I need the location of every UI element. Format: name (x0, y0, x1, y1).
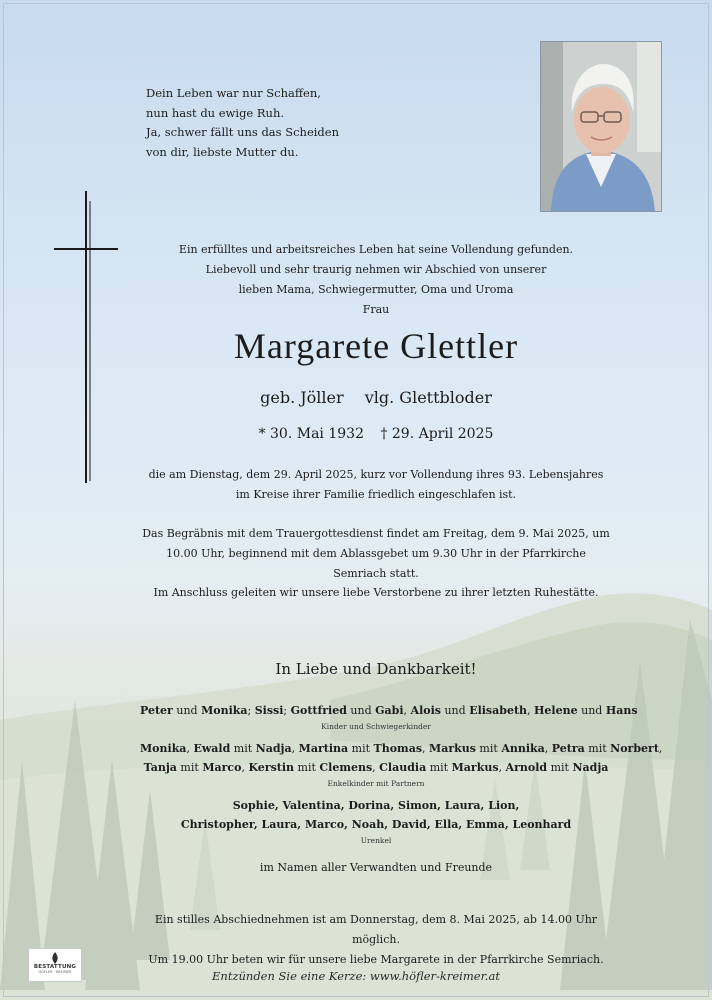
children-label: Kinder und Schwiegerkinder (321, 722, 431, 731)
name-connector: mit (294, 761, 320, 774)
relatives-text: im Namen aller Verwandten und Freunde (259, 861, 493, 874)
family-member-name: Gabi (375, 704, 404, 717)
name-connector: ; (283, 704, 291, 717)
family-member-name: Petra (551, 742, 585, 755)
closing-notice (140, 910, 612, 970)
family-member-name: Ewald (193, 742, 231, 755)
deceased-subname (140, 385, 612, 411)
name-connector: und (440, 704, 470, 717)
funeral-notice-line: 10.00 Uhr, beginnend mit dem Ablassgebet um 9.30 Uhr in der Pfarrkirche Semriach statt. (166, 547, 586, 580)
closing-line: Um 19.00 Uhr beten wir für unsere liebe Margarete in der Pfarrkirche Semriach. (148, 953, 604, 966)
family-member-name: Kerstin (248, 761, 295, 774)
family-member-name: Clemens (319, 761, 373, 774)
intro-line: Liebevoll und sehr traurig nehmen wir Abschied von unserer (205, 263, 547, 276)
family-member-name: Monika (140, 742, 187, 755)
name-connector: , (527, 704, 535, 717)
intro-text (140, 240, 612, 320)
great-grandchildren-line (140, 815, 612, 834)
candle-link[interactable]: Entzünden Sie eine Kerze: www.höfler-kreimer.at (212, 969, 500, 983)
family-member-name: Markus (429, 742, 476, 755)
death-date: † 29. April 2025 (380, 426, 494, 442)
name-connector: , (291, 742, 299, 755)
poem-line: Dein Leben war nur Schaffen, (146, 86, 321, 100)
grandchildren-label: Enkelkinder mit Partnern (327, 779, 425, 788)
family-member-name: Nadja (572, 761, 609, 774)
family-member-name: Alois (410, 704, 441, 717)
poem (146, 84, 339, 162)
family-member-name: Annika (501, 742, 545, 755)
poem-line: nun hast du ewige Ruh. (146, 105, 285, 120)
family-member-name: Nadja (255, 742, 292, 755)
family-list (140, 701, 663, 853)
family-member-name: Peter (140, 704, 173, 717)
funeral-notice-line: Das Begräbnis mit dem Trauergottesdienst findet am Freitag, dem 9. Mai 2025, um (142, 527, 610, 540)
name-connector: und (172, 704, 202, 717)
great-grandchildren-names: Christopher, Laura, Marco, Noah, David, Ella, Emma, Leonhard (180, 818, 572, 831)
family-member-name: Sissi (254, 704, 284, 717)
name-connector: mit (426, 761, 452, 774)
intro-line: Frau (362, 303, 390, 316)
family-member-name: Elisabeth (469, 704, 528, 717)
name-connector: , (186, 742, 194, 755)
name-connector: mit (584, 742, 611, 755)
farewell-text: Im Anschluss geleiten wir unsere liebe Verstorbene zu ihrer letzten Ruhestätte. (153, 586, 599, 599)
family-member-name: Claudia (379, 761, 427, 774)
great-grandchildren-names: Sophie, Valentina, Dorina, Simon, Laura, Lion, (232, 799, 520, 812)
death-notice-line: die am Dienstag, dem 29. April 2025, kurz vor Vollendung ihres 93. Lebensjahres (148, 468, 604, 481)
family-member-name: Norbert (610, 742, 659, 755)
family-member-name: Marco (202, 761, 242, 774)
name-connector: , (498, 761, 506, 774)
deceased-name: Margarete Glettler (233, 326, 519, 366)
intro-line: lieben Mama, Schwiegermutter, Oma und Uroma (238, 283, 514, 296)
children-line (140, 701, 638, 720)
grandchildren-line (140, 739, 663, 758)
name-connector: mit (475, 742, 502, 755)
name-connector: , (403, 704, 411, 717)
closing-line: Ein stilles Abschiednehmen ist am Donnerstag, dem 8. Mai 2025, ab 14.00 Uhr möglich. (154, 913, 598, 946)
grandchildren-line (140, 758, 612, 777)
name-connector: , (372, 761, 380, 774)
family-member-name: Thomas (373, 742, 423, 755)
name-connector: , (658, 742, 663, 755)
name-connector: ; (247, 704, 255, 717)
cross-icon (54, 191, 118, 483)
family-member-name: Martina (298, 742, 349, 755)
name-connector: mit (348, 742, 374, 755)
name-connector: mit (230, 742, 256, 755)
life-dates (140, 422, 612, 446)
family-member-name: Monika (201, 704, 248, 717)
great-grandchildren-label: Urenkel (360, 836, 392, 845)
name-connector: und (577, 704, 606, 717)
death-notice-line: im Kreise ihrer Familie friedlich eingeschlafen ist. (235, 488, 517, 501)
name-connector: , (241, 761, 249, 774)
logo-subtitle: HÖFLER · KREIMER (38, 970, 72, 974)
birth-date: * 30. Mai 1932 (258, 426, 364, 442)
poem-line: von dir, liebste Mutter du. (146, 144, 299, 159)
family-member-name: Hans (605, 704, 638, 717)
family-member-name: Arnold (505, 761, 548, 774)
family-member-name: Tanja (143, 761, 177, 774)
poem-line: Ja, schwer fällt uns das Scheiden (146, 125, 340, 139)
thanks-heading: In Liebe und Dankbarkeit! (275, 660, 477, 678)
family-member-name: Helene (534, 704, 578, 717)
intro-line: Ein erfülltes und arbeitsreiches Leben hat seine Vollendung gefunden. (178, 243, 574, 256)
flame-icon (50, 952, 60, 964)
family-member-name: Markus (451, 761, 499, 774)
name-connector: , (544, 742, 552, 755)
name-connector: mit (176, 761, 203, 774)
house-name: vlg. Glettbloder (364, 388, 492, 407)
name-connector: mit (547, 761, 573, 774)
birth-name: geb. Jöller (260, 388, 344, 407)
logo-title: BESTATTUNG (33, 964, 77, 970)
great-grandchildren-line (140, 796, 612, 815)
funeral-notice (140, 524, 612, 584)
portrait-photo (540, 41, 662, 212)
name-connector: und (346, 704, 376, 717)
name-connector: , (422, 742, 430, 755)
death-notice (140, 465, 612, 505)
family-member-name: Gottfried (290, 704, 347, 717)
